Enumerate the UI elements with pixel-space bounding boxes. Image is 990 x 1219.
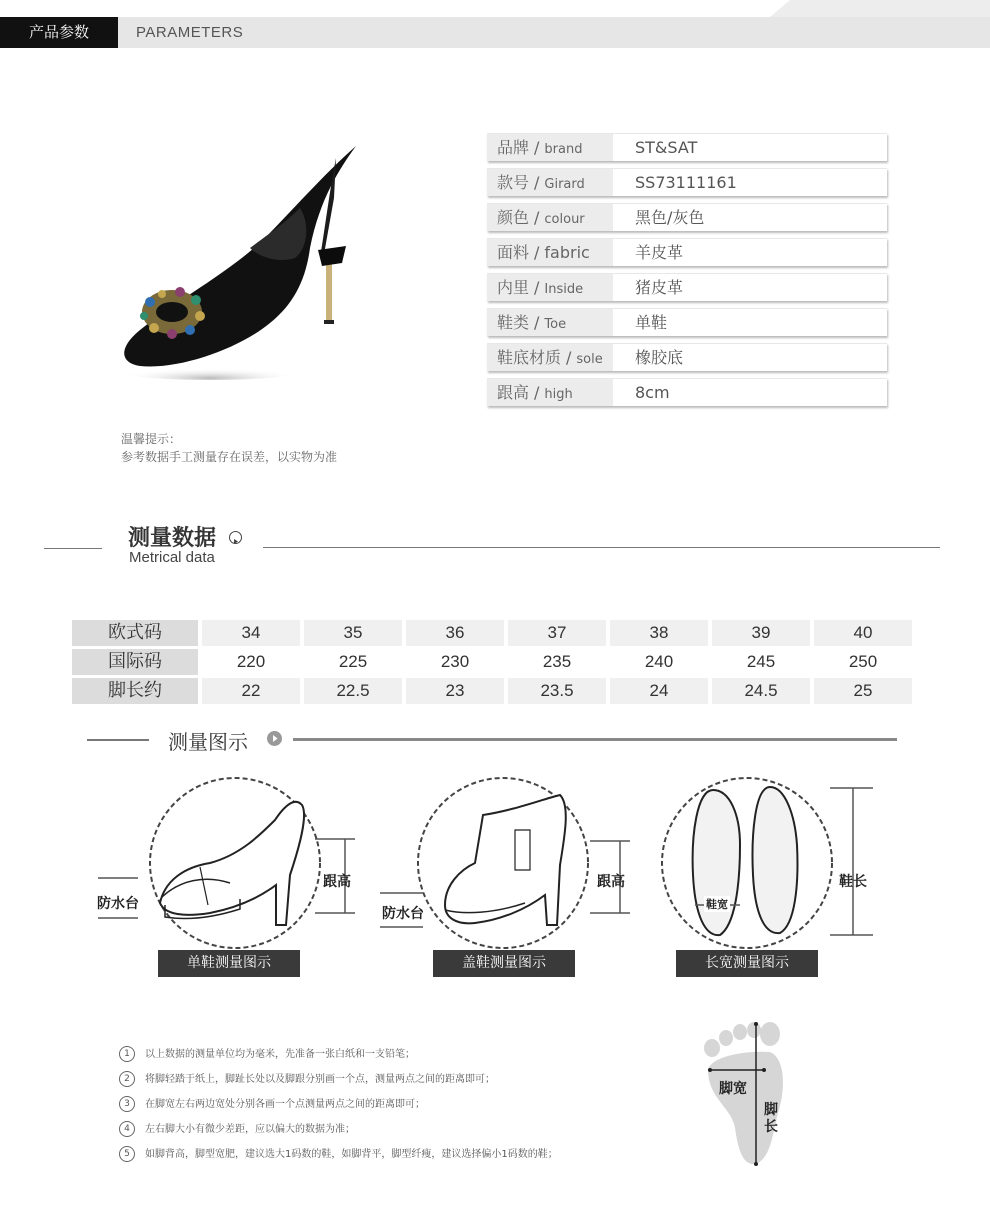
note-item bbox=[119, 1045, 415, 1062]
note-number: 5 bbox=[119, 1146, 135, 1162]
divider bbox=[44, 548, 102, 549]
size-cell: 225 bbox=[338, 652, 368, 671]
foot-width-label: 脚宽 bbox=[719, 1081, 747, 1097]
size-cell: 36 bbox=[406, 620, 504, 646]
param-label-cn: 内里 bbox=[497, 278, 530, 297]
note-number: 3 bbox=[119, 1096, 135, 1112]
size-cell: 25 bbox=[814, 678, 912, 704]
param-label-en: colour bbox=[544, 212, 585, 227]
divider bbox=[87, 739, 149, 741]
size-cell: 240 bbox=[644, 652, 674, 671]
param-value: SS73111161 bbox=[635, 173, 737, 192]
note-text: 在脚宽左右两边宽处分别各画一个点测量两点之间的距离即可； bbox=[145, 1099, 425, 1110]
param-label-en: fabric bbox=[544, 243, 590, 262]
header-decor bbox=[770, 0, 990, 17]
param-row: 面料 / fabric 羊皮革 bbox=[487, 238, 887, 266]
param-row: 跟高 / high 8cm bbox=[487, 378, 887, 406]
size-row-label: 国际码 bbox=[72, 649, 198, 675]
size-cell: 23 bbox=[406, 678, 504, 704]
platform-label: 防水台 bbox=[97, 896, 139, 912]
param-row: 内里 / Inside 猪皮革 bbox=[487, 273, 887, 301]
size-cell: 38 bbox=[610, 620, 708, 646]
param-label-en: sole bbox=[576, 352, 603, 367]
size-cell: 250 bbox=[848, 652, 878, 671]
size-cell: 34 bbox=[202, 620, 300, 646]
size-cell: 35 bbox=[304, 620, 402, 646]
pump-measure-diagram bbox=[90, 775, 370, 955]
param-row: 鞋类 / Toe 单鞋 bbox=[487, 308, 887, 336]
param-label-cn: 鞋底材质 bbox=[497, 348, 562, 367]
size-cell: 37 bbox=[508, 620, 606, 646]
size-cell: 39 bbox=[712, 620, 810, 646]
note-text: 左右脚大小有微少差距，应以偏大的数据为准； bbox=[145, 1124, 355, 1135]
size-table bbox=[72, 620, 912, 706]
play-circle-icon bbox=[267, 731, 282, 746]
heel-height-label: 跟高 bbox=[597, 874, 625, 890]
metrical-subtitle: Metrical data bbox=[129, 549, 215, 566]
param-label-cn: 面料 bbox=[497, 243, 530, 262]
size-cell: 24.5 bbox=[712, 678, 810, 704]
tip-text: 参考数据手工测量存在误差，以实物为准 bbox=[121, 450, 338, 464]
param-value: 黑色/灰色 bbox=[635, 208, 705, 227]
note-item bbox=[119, 1095, 425, 1112]
param-label-en: brand bbox=[544, 142, 583, 157]
length-width-diagram bbox=[655, 775, 885, 955]
param-row: 款号 / Girard SS73111161 bbox=[487, 168, 887, 196]
size-row-label: 欧式码 bbox=[72, 620, 198, 646]
shoe-length-label: 鞋长 bbox=[839, 874, 867, 890]
play-circle-icon bbox=[229, 531, 242, 544]
tip-title: 温馨提示： bbox=[121, 432, 182, 446]
note-item bbox=[119, 1070, 495, 1087]
param-row: 颜色 / colour 黑色/灰色 bbox=[487, 203, 887, 231]
shoe-photo bbox=[110, 138, 370, 388]
note-number: 4 bbox=[119, 1121, 135, 1137]
size-cell: 22.5 bbox=[304, 678, 402, 704]
size-cell: 22 bbox=[202, 678, 300, 704]
size-row-label: 脚长约 bbox=[72, 678, 198, 704]
note-number: 2 bbox=[119, 1071, 135, 1087]
header-title-cn: 产品参数 bbox=[0, 17, 118, 48]
param-value: ST&SAT bbox=[635, 138, 698, 157]
diagrams-title: 测量图示 bbox=[168, 730, 248, 754]
note-text: 如脚背高，脚型宽肥，建议选大1码数的鞋，如脚背平，脚型纤瘦，建议选择偏小1码数的鞋； bbox=[145, 1149, 558, 1160]
note-item bbox=[119, 1120, 355, 1137]
divider bbox=[263, 547, 940, 548]
note-number: 1 bbox=[119, 1046, 135, 1062]
param-value: 橡胶底 bbox=[635, 348, 684, 367]
size-cell: 24 bbox=[610, 678, 708, 704]
param-label-cn: 品牌 bbox=[497, 138, 530, 157]
size-cell: 245 bbox=[746, 652, 776, 671]
param-row: 品牌 / brand ST&SAT bbox=[487, 133, 887, 161]
shoe-width-label: 鞋宽 bbox=[706, 898, 728, 911]
size-cell: 235 bbox=[542, 652, 572, 671]
param-label-cn: 款号 bbox=[497, 173, 530, 192]
diagram-plate: 单鞋测量图示 bbox=[158, 950, 300, 977]
param-value: 羊皮革 bbox=[635, 243, 684, 262]
param-value: 8cm bbox=[635, 383, 670, 402]
param-label-cn: 跟高 bbox=[497, 383, 530, 402]
param-label-en: high bbox=[544, 387, 573, 402]
foot-length-label: 脚长 bbox=[764, 1102, 778, 1135]
diagram-plate: 盖鞋测量图示 bbox=[433, 950, 575, 977]
param-label-en: Toe bbox=[544, 317, 567, 332]
divider bbox=[293, 738, 897, 741]
param-value: 单鞋 bbox=[635, 313, 668, 332]
size-cell: 230 bbox=[440, 652, 470, 671]
platform-label: 防水台 bbox=[382, 906, 424, 922]
size-cell: 23.5 bbox=[508, 678, 606, 704]
heel-height-label: 跟高 bbox=[323, 874, 351, 890]
param-value: 猪皮革 bbox=[635, 278, 684, 297]
metrical-title: 测量数据 bbox=[128, 526, 217, 551]
diagram-plate: 长宽测量图示 bbox=[676, 950, 818, 977]
param-label-en: Girard bbox=[544, 177, 585, 192]
param-row: 鞋底材质 / sole 橡胶底 bbox=[487, 343, 887, 371]
note-item bbox=[119, 1145, 558, 1162]
header-title-en: PARAMETERS bbox=[136, 24, 244, 41]
note-text: 以上数据的测量单位均为毫米，先准备一张白纸和一支铅笔； bbox=[145, 1049, 415, 1060]
note-text: 将脚轻踏于纸上，脚趾长处以及脚跟分别画一个点，测量两点之间的距离即可； bbox=[145, 1074, 495, 1085]
size-cell: 40 bbox=[814, 620, 912, 646]
bootie-measure-diagram bbox=[375, 775, 645, 955]
param-label-cn: 颜色 bbox=[497, 208, 530, 227]
param-label-cn: 鞋类 bbox=[497, 313, 530, 332]
param-label-en: Inside bbox=[544, 282, 584, 297]
size-cell: 220 bbox=[236, 652, 266, 671]
